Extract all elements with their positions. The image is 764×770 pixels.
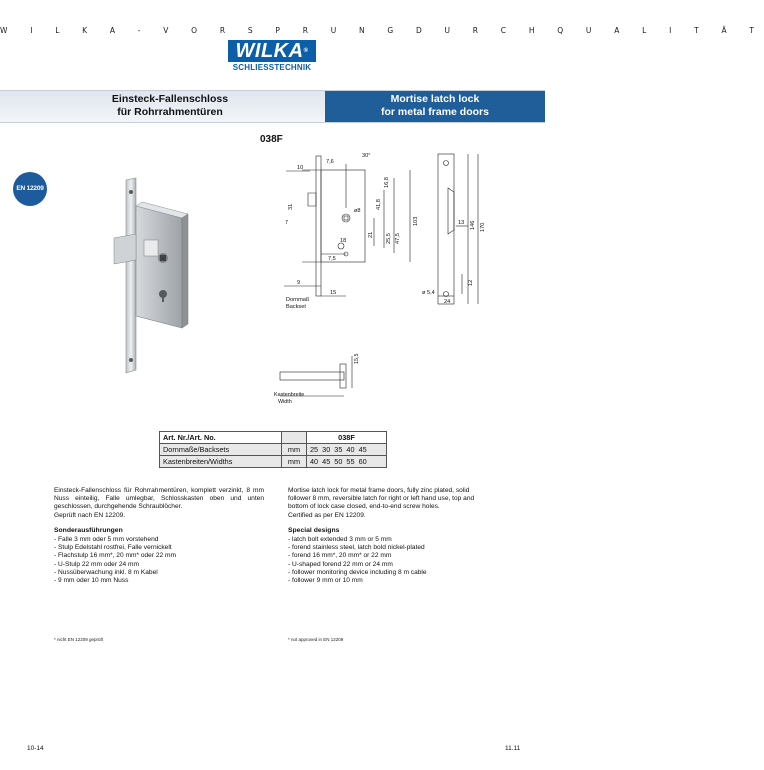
wilka-logo xyxy=(228,40,316,78)
table-row: Dornmaße/Backsets mm 25 30 35 40 45 xyxy=(160,444,387,456)
list-item: - 9 mm oder 10 mm Nuss xyxy=(54,577,129,585)
list-item: - forend 16 mm*, 20 mm* or 22 mm xyxy=(288,552,392,560)
dim-25-5: 25,5 xyxy=(386,233,392,244)
en-12209-badge: EN 12209 xyxy=(13,172,47,206)
title-english: Mortise latch lock for metal frame doors xyxy=(325,91,545,122)
german-special-heading: Sonderausführungen xyxy=(54,526,123,534)
header-tagline: W I L K A - V O R S P R U N G D U R C H Q U A L I T Ä T xyxy=(0,26,764,35)
dim-24: 24 xyxy=(444,299,451,305)
dim-41-8: 41,8 xyxy=(376,199,382,210)
list-item: - U-Stulp 22 mm oder 24 mm xyxy=(54,560,140,568)
logo-subtitle: SCHLIESSTECHNIK xyxy=(232,63,312,72)
title-band xyxy=(0,90,545,123)
product-code: 038F xyxy=(260,134,283,145)
label-backset: Backset xyxy=(286,304,306,310)
table-header-label: Art. Nr./Art. No. xyxy=(160,432,282,444)
dim-7: 7 xyxy=(285,220,289,226)
title-german: Einsteck-Fallenschloss für Rohrrahmentüren xyxy=(111,93,229,118)
dim-146: 146 xyxy=(470,220,476,230)
logo-word: WILKA® xyxy=(228,40,316,62)
dim-170: 170 xyxy=(480,222,486,232)
dim-21: 21 xyxy=(368,231,374,238)
german-special-list xyxy=(54,536,264,585)
dim-18: 18 xyxy=(340,238,347,244)
label-kastenbreite: Kastenbreite xyxy=(274,392,305,398)
english-footnote: * not approved in EN 12209 xyxy=(288,637,344,642)
english-special-list xyxy=(288,536,492,585)
list-item: - follower monitoring device including 8 m cable xyxy=(288,568,427,576)
dim-15: 15 xyxy=(330,290,337,296)
page-number-right: 11.11 xyxy=(505,745,521,752)
label-dornmass: Dornmaß xyxy=(286,297,310,303)
list-item: - latch bolt extended 3 mm or 5 mm xyxy=(288,536,392,544)
dim-103: 103 xyxy=(413,216,419,226)
list-item: - follower 9 mm or 10 mm xyxy=(288,577,363,585)
list-item: - U-shaped forend 22 mm or 24 mm xyxy=(288,560,393,568)
german-footnote: * nicht EN 12209 geprüft xyxy=(54,637,104,642)
spec-table xyxy=(159,431,387,468)
list-item: - Nussüberwachung inkl. 8 m Kabel xyxy=(54,568,158,576)
dim-13: 13 xyxy=(458,220,465,226)
german-desc-text: Einsteck-Fallenschloss für Rohrrahmentüren, komplett verzinkt, 8 mm Nuss einteilig, Falle umlegbar, Schlosskasten oben und unten geschlossen, durchgehende Schraublöcher. xyxy=(54,487,264,511)
german-description xyxy=(54,487,264,585)
list-item: - Stulp Edelstahl rostfrei, Falle vernickelt xyxy=(54,544,172,552)
list-item: - Falle 3 mm oder 5 mm vorstehend xyxy=(54,536,159,544)
dim-7-6: 7,6 xyxy=(326,159,334,165)
list-item: - Flachstulp 16 mm*, 20 mm* oder 22 mm xyxy=(54,552,177,560)
dim-15-5: 15,5 xyxy=(354,353,360,364)
page-number-left: 10-14 xyxy=(27,745,44,752)
lock-photo xyxy=(104,178,194,373)
technical-drawing xyxy=(262,148,497,318)
dim-31: 31 xyxy=(288,203,294,210)
width-drawing xyxy=(270,340,360,410)
dim-47-5: 47,5 xyxy=(395,233,401,244)
dim-16-8: 16,8 xyxy=(384,177,390,188)
english-desc-text: Mortise latch lock for metal frame doors, fully zinc plated, solid follower 8 mm, reversible latch for right or left hand use, top and bottom of lock case closed, end-to-end screw holes. xyxy=(288,487,475,511)
english-description xyxy=(288,487,492,585)
table-header-value: 038F xyxy=(307,432,387,444)
table-row: Kastenbreiten/Widths mm 40 45 50 55 60 xyxy=(160,456,387,468)
german-tested: Geprüft nach EN 12209. xyxy=(54,511,126,519)
dim-o5-4: ø 5,4 xyxy=(422,290,435,296)
dim-9: 9 xyxy=(297,280,301,286)
english-certified: Certified as per EN 12209. xyxy=(288,511,366,519)
list-item: - forend stainless steel, latch bold nickel-plated xyxy=(288,544,425,552)
dim-o8: ø8 xyxy=(354,208,361,214)
dim-10: 10 xyxy=(297,165,304,171)
table-header-row xyxy=(160,432,387,444)
label-width: Width xyxy=(278,399,292,405)
dim-30deg: 30° xyxy=(362,153,371,159)
dim-12: 12 xyxy=(468,279,474,286)
dim-7-5: 7,5 xyxy=(328,256,336,262)
english-special-heading: Special designs xyxy=(288,526,340,534)
